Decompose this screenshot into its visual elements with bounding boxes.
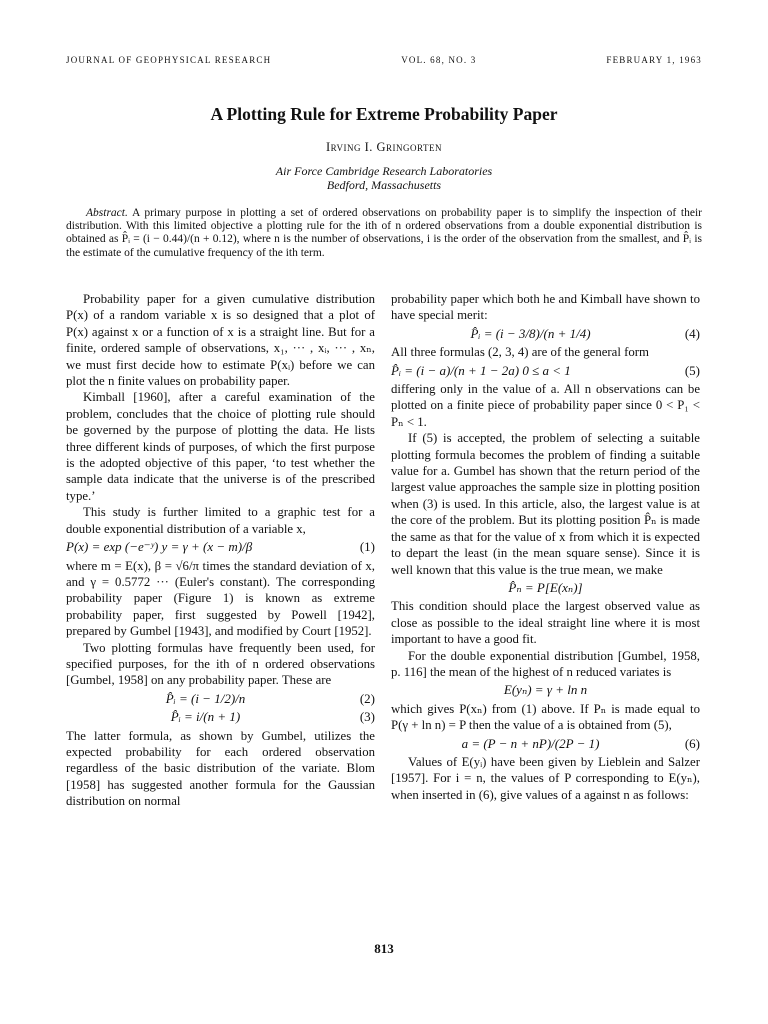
equation-number: (4): [684, 325, 700, 341]
paragraph: which gives P(xₙ) from (1) above. If Pₙ is made equal to P(γ + ln n) = P then the value of a is obtained from (5),: [391, 701, 700, 733]
equation-7: [391, 682, 700, 698]
equation-number: (5): [684, 362, 700, 378]
paragraph: Kimball [1960], after a careful examination of the problem, concludes that the choice of plotting rule should be governed by the purpose of plotting the data. He lists three different kinds of purposes, of which the first purpose is the adopted objective of this paper, ‘to test whether the sample data indicate that the universe is of the prescribed type.’: [66, 390, 375, 503]
equation-5: [391, 363, 700, 379]
equation-body: P̂ᵢ = (i − 1/2)/n: [165, 690, 246, 706]
equation-2: [66, 691, 375, 707]
article-title: A Plotting Rule for Extreme Probability Paper: [210, 104, 558, 124]
equation-number: (2): [359, 690, 375, 706]
abstract-text: A primary purpose in plotting a set of ordered observations on probability paper is to simplify the inspection of their distribution. With this limited objective a plotting rule for the ith of n ordered observations from a double exponential distribution is obtained as P̂ᵢ = (i − 0.44)/(n + 0.12), where n is the number of observations, i is the order of the observation from the smallest, and P̂ᵢ is the estimate of the cumulative frequency of the ith term.: [66, 207, 702, 259]
issue-date: FEBRUARY 1, 1963: [606, 55, 702, 65]
paragraph: differing only in the value of a. All n observations can be plotted on a finite piece of probability paper since 0 < P₁ < Pₙ < 1.: [391, 382, 700, 429]
equation-1: [66, 539, 375, 555]
left-column: [66, 291, 375, 810]
affiliation: [0, 164, 768, 192]
page-number: 813: [374, 941, 394, 956]
journal-name: JOURNAL OF GEOPHYSICAL RESEARCH: [66, 55, 272, 65]
abstract-lead: Abstract.: [86, 207, 128, 219]
affiliation-line-1: Air Force Cambridge Research Laboratories: [275, 164, 493, 178]
paragraph: This study is further limited to a graphic test for a double exponential distribution of a variable x,: [66, 505, 375, 536]
running-header: [66, 55, 702, 65]
affiliation-line-2: Bedford, Massachusetts: [326, 178, 442, 192]
paragraph: All three formulas (2, 3, 4) are of the general form: [391, 345, 649, 360]
equation-body: P̂ᵢ = (i − 3/8)/(n + 1/4): [470, 325, 591, 341]
equation-body: P(x) = exp (−e⁻ʸ) y = γ + (x − m)/β: [66, 539, 253, 555]
equation-body: a = (P − n + nP)/(2P − 1): [461, 735, 600, 751]
paragraph: The latter formula, as shown by Gumbel, utilizes the expected probability for each ordered observation regardless of the basic distribution of the variate. Blom [1958] has suggested another formula for the Gaussian distribution on normal: [66, 728, 375, 809]
equation-number: (1): [359, 539, 375, 555]
volume-issue: VOL. 68, NO. 3: [401, 55, 477, 65]
equation-number: (3): [359, 709, 375, 725]
paragraph: If (5) is accepted, the problem of selecting a suitable plotting formula becomes the problem of finding a suitable value for a. Gumbel has shown that the return period of the largest value approaches the sample size in plotting position when (3) is used. In this article, also, the largest value is at the core of the problem. But its plotting position P̂ₙ is made the same as that for the value of x from which it is expected to depart the least (in the mean square sense). Since it is well known that this value is the true mean, we make: [391, 431, 700, 577]
equation-number: (6): [684, 735, 700, 751]
equation-body: P̂ᵢ = (i − a)/(n + 1 − 2a) 0 ≤ a < 1: [391, 362, 571, 378]
equation-3: [66, 709, 375, 725]
paragraph: For the double exponential distribution [Gumbel, 1958, p. 116] the mean of the highest of n reduced variates is: [391, 648, 700, 679]
equation-6: [391, 580, 700, 596]
right-column: [391, 291, 700, 803]
paragraph: Two plotting formulas have frequently been used, for specified purposes, for the ith of n ordered observations [Gumbel, 1958] on any probability paper. These are: [66, 640, 375, 688]
equation-8: [391, 736, 700, 752]
abstract: [66, 207, 702, 260]
paragraph: Values of E(yᵢ) have been given by Lieblein and Salzer [1957]. For i = n, the values of P corresponding to E(yₙ), when inserted in (6), give values of a against n as follows:: [391, 754, 700, 802]
equation-body: E(yₙ) = γ + ln n: [503, 682, 588, 698]
paragraph: probability paper which both he and Kimball have shown to have special merit:: [391, 292, 700, 323]
equation-body: P̂ₙ = P[E(xₙ)]: [508, 579, 583, 595]
paragraph: This condition should place the largest observed value as close as possible to the ideal straight line where it is most important to have a good fit.: [391, 599, 700, 647]
paragraph: where m = E(x), β = √6/π times the standard deviation of x, and γ = 0.5772 ··· (Euler's constant). The corresponding probability paper (Figure 1) is known as extreme probability paper, first suggested by Powell [1942], prepared by Gumbel [1943], and modified by Court [1952].: [66, 558, 375, 639]
paragraph: Probability paper for a given cumulative distribution P(x) of a random variable x is so designed that a plot of P(x) against x or a function of x is a straight line. But for a finite, ordered sample of observations, x₁, ··· , xᵢ, ··· , xₙ, we must first decide how to estimate P(xᵢ) before we can plot the n finite values on probability paper.: [66, 292, 375, 389]
author-name: Irving I. Gringorten: [326, 140, 442, 154]
equation-body: P̂ᵢ = i/(n + 1): [170, 709, 241, 725]
equation-4: [391, 326, 700, 342]
